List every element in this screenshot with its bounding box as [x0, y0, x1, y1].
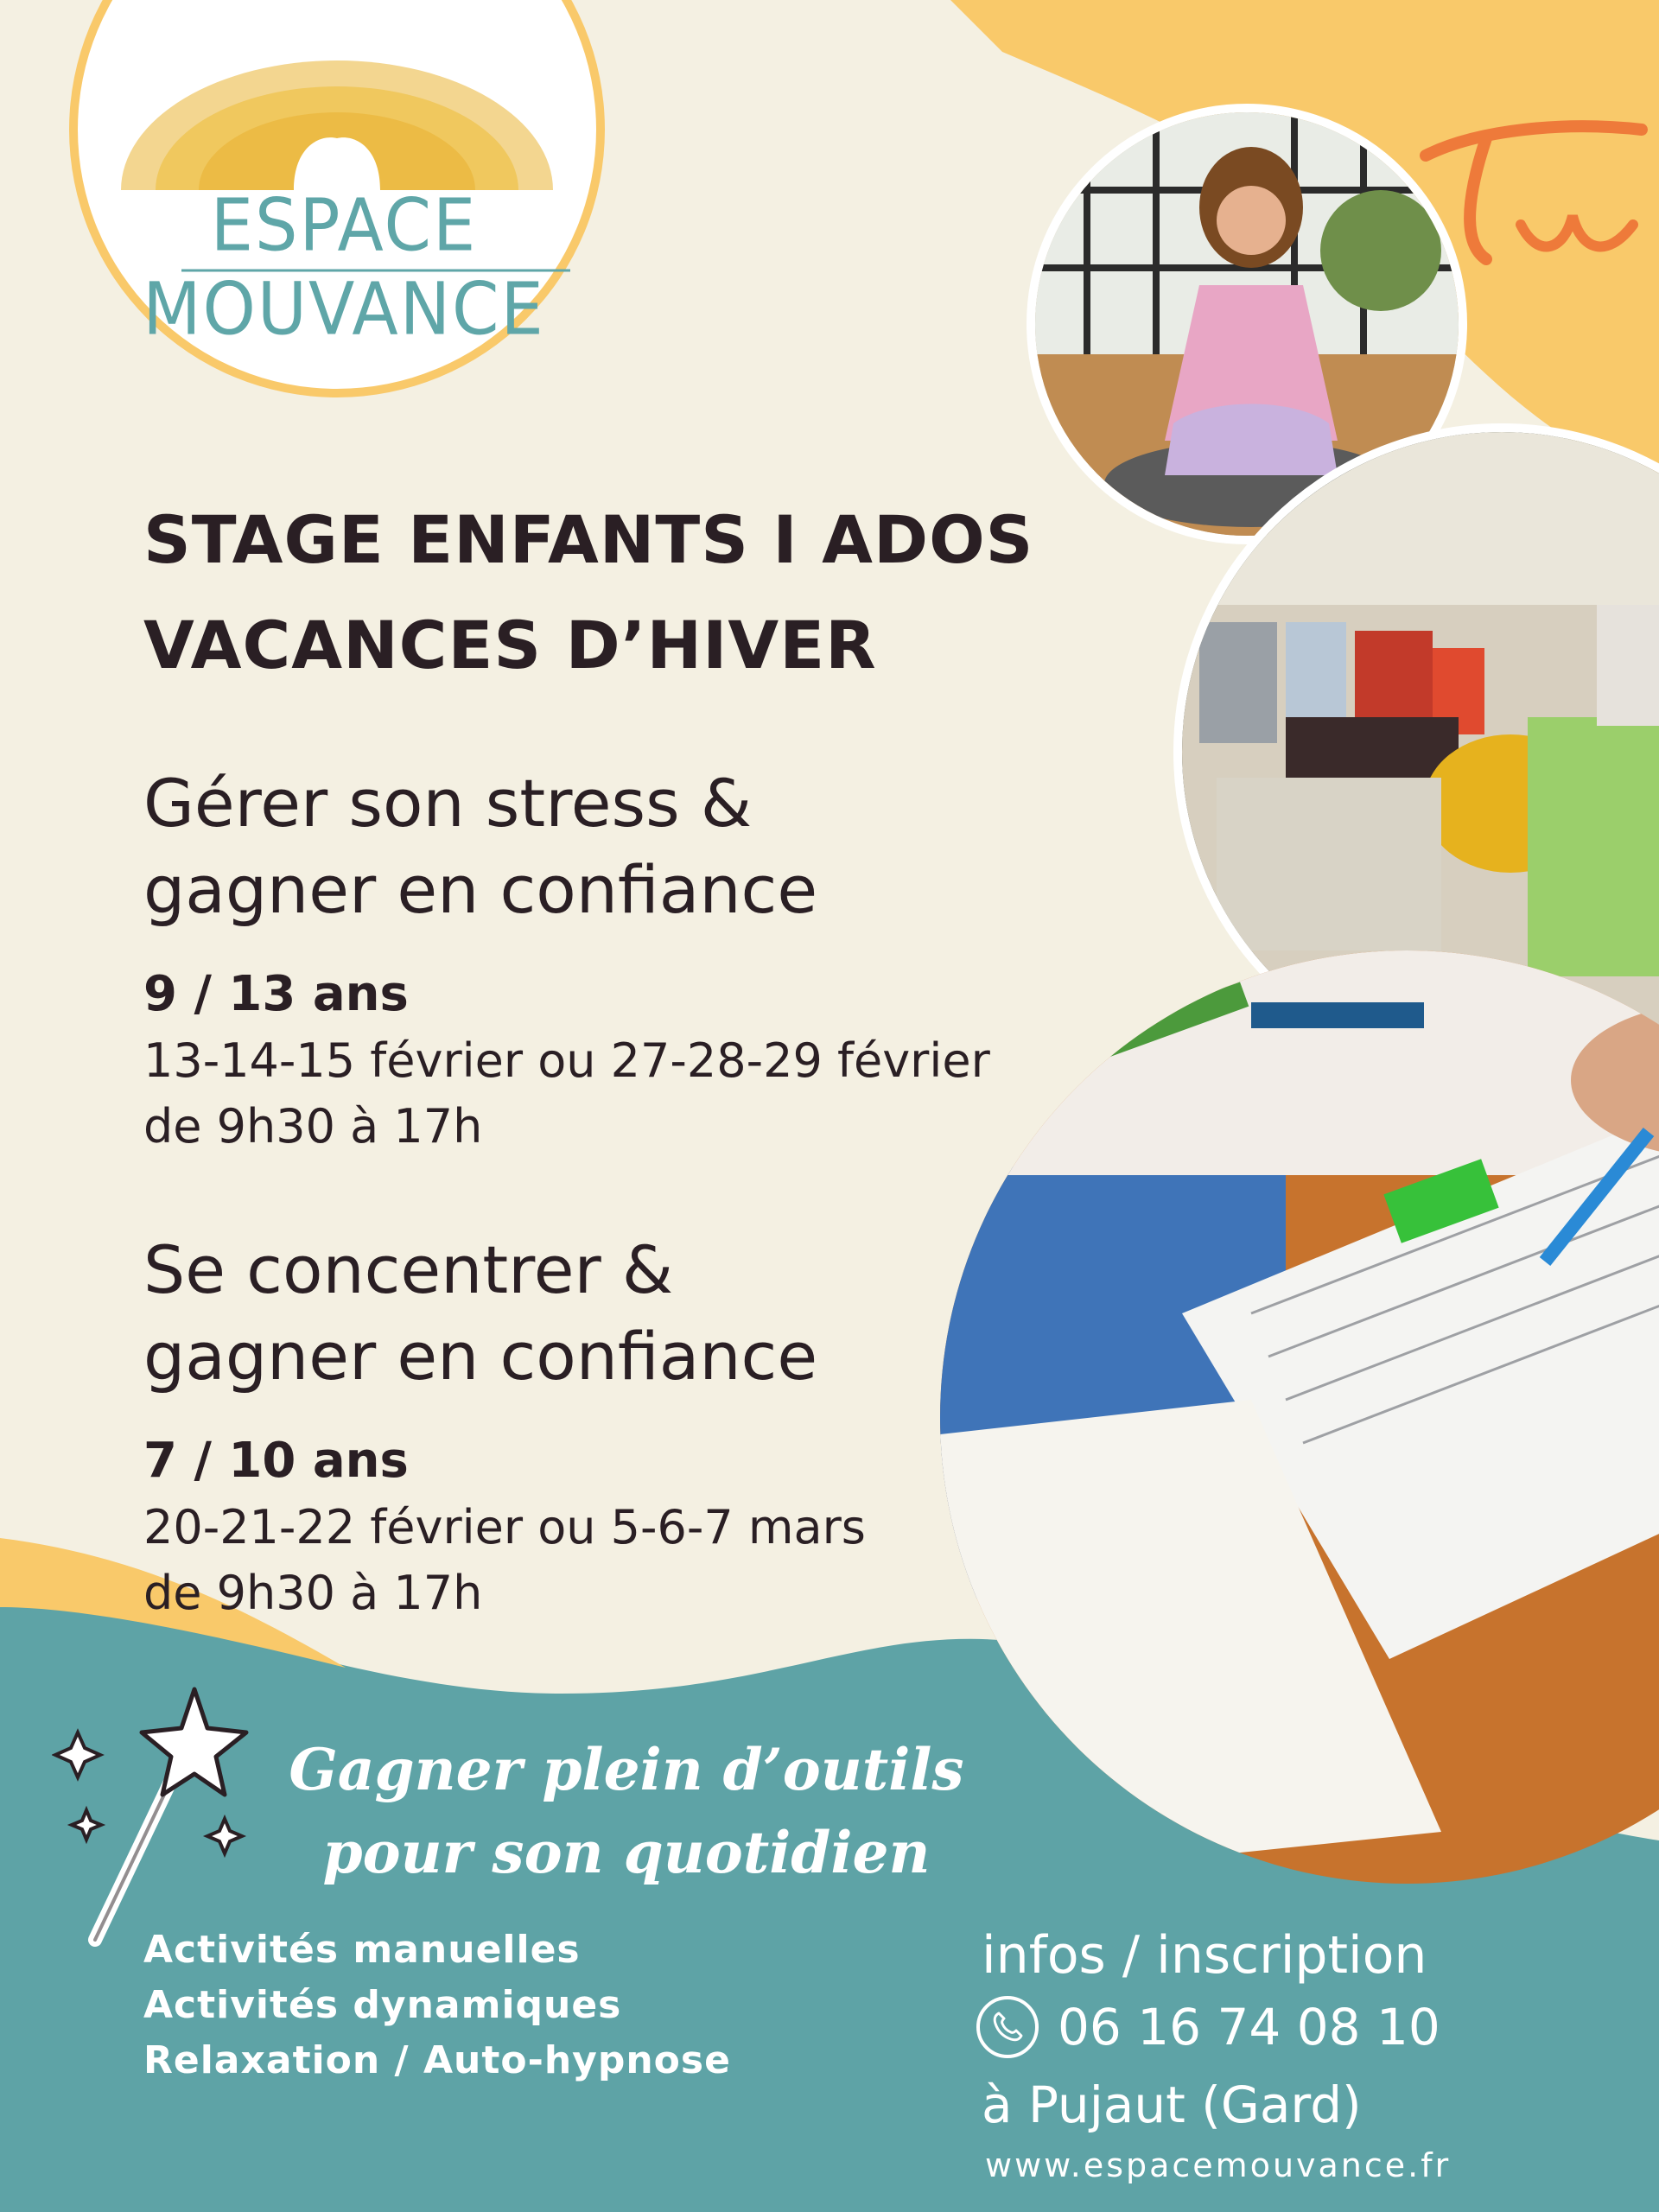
location: à Pujaut (Gard) [982, 2075, 1362, 2134]
activities-list [143, 1923, 731, 2088]
workshop-2-title-line2: gagner en confiance [143, 1318, 818, 1395]
website-link[interactable]: www.espacemouvance.fr [985, 2146, 1452, 2184]
workshop-1-age: 9 / 13 ans [143, 966, 409, 1022]
activity-item: Activités dynamiques [143, 1983, 622, 2027]
workshop-1-title-line1: Gérer son stress & [143, 765, 753, 842]
holiday-heading: VACANCES D’HIVER [143, 607, 877, 683]
phone-icon [976, 1996, 1039, 2058]
phone-number[interactable]: 06 16 74 08 10 [1058, 1998, 1440, 2056]
phone-contact[interactable] [976, 1996, 1440, 2058]
tagline [285, 1728, 968, 1894]
tagline-line1: Gagner plein d’outils [289, 1736, 964, 1803]
workshop-1-title [143, 760, 817, 933]
workshop-1-schedule [143, 1028, 990, 1160]
workshop-2-schedule [143, 1495, 866, 1626]
activity-item: Relaxation / Auto-hypnose [143, 2038, 731, 2082]
infos-label: infos / inscription [982, 1925, 1427, 1986]
tagline-line2: pour son quotidien [322, 1819, 931, 1886]
logo-text: ESPACE MOUVANCE [143, 183, 545, 353]
workshop-2-title [143, 1227, 817, 1400]
workshop-2-title-line1: Se concentrer & [143, 1231, 674, 1308]
activity-item: Activités manuelles [143, 1928, 581, 1972]
workshop-2-dates: 20-21-22 février ou 5-6-7 mars [143, 1500, 866, 1554]
workshop-2-hours: de 9h30 à 17h [143, 1566, 483, 1620]
workshop-1-hours: de 9h30 à 17h [143, 1099, 483, 1154]
workshop-2-age: 7 / 10 ans [143, 1433, 409, 1489]
workshop-1-dates: 13-14-15 février ou 27-28-29 février [143, 1033, 990, 1088]
stage-heading: STAGE ENFANTS I ADOS [143, 501, 1034, 578]
workshop-1-title-line2: gagner en confiance [143, 851, 818, 928]
